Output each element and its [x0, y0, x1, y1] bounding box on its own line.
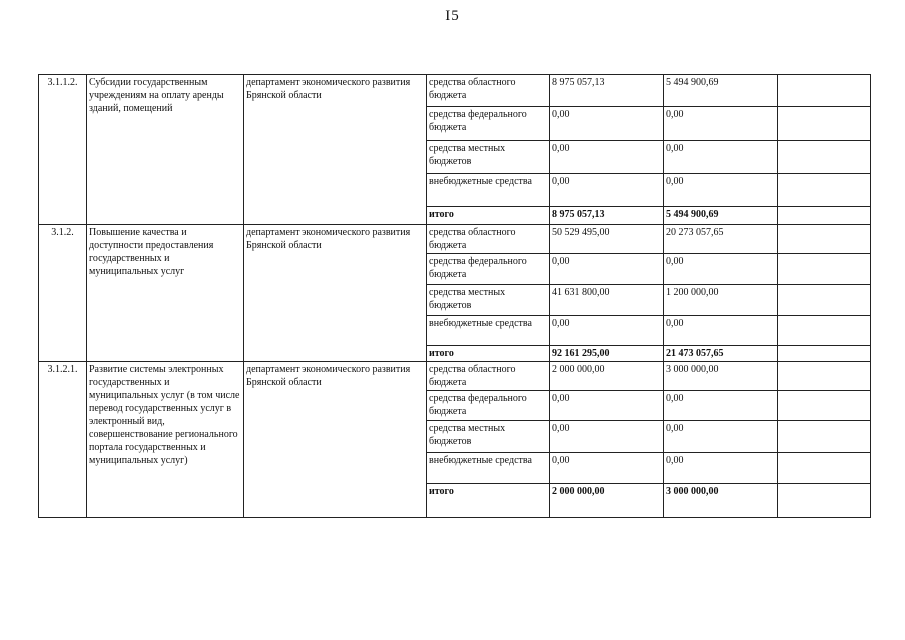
measure-name-cell: Субсидии государственным учреждениям на оплату аренды зданий, помещений — [87, 75, 244, 225]
extra-cell — [778, 391, 871, 421]
extra-cell — [778, 141, 871, 174]
amount-cell-2: 5 494 900,69 — [664, 207, 778, 225]
measure-name-cell: Повышение качества и доступности предоставления государственных и муниципальных услуг — [87, 225, 244, 362]
funding-source-cell: средства местных бюджетов — [427, 141, 550, 174]
funding-source-cell: внебюджетные средства — [427, 453, 550, 484]
extra-cell — [778, 254, 871, 285]
funding-source-cell: средства областного бюджета — [427, 75, 550, 107]
extra-cell — [778, 285, 871, 316]
funding-source-cell: средства федерального бюджета — [427, 107, 550, 141]
amount-cell-1: 50 529 495,00 — [550, 225, 664, 254]
code-cell: 3.1.1.2. — [39, 75, 87, 225]
measure-name-cell: Развитие системы электронных государственных и муниципальных услуг (в том числе перевод государственных услуг в электронный вид, совершенствование регионального портала государственных и муниципальных услуг) — [87, 362, 244, 518]
extra-cell — [778, 225, 871, 254]
amount-cell-2: 0,00 — [664, 453, 778, 484]
amount-cell-1: 8 975 057,13 — [550, 207, 664, 225]
amount-cell-2: 0,00 — [664, 141, 778, 174]
amount-cell-1: 92 161 295,00 — [550, 346, 664, 362]
executor-cell: департамент экономического развития Брянской области — [244, 225, 427, 362]
table-row — [39, 362, 871, 391]
extra-cell — [778, 75, 871, 107]
amount-cell-1: 0,00 — [550, 141, 664, 174]
amount-cell-2: 0,00 — [664, 174, 778, 207]
funding-source-cell: итого — [427, 484, 550, 518]
extra-cell — [778, 421, 871, 453]
amount-cell-1: 0,00 — [550, 174, 664, 207]
amount-cell-2: 0,00 — [664, 254, 778, 285]
page-number: I5 — [445, 8, 460, 24]
funding-source-cell: средства федерального бюджета — [427, 391, 550, 421]
table-row — [39, 75, 871, 107]
amount-cell-2: 0,00 — [664, 316, 778, 346]
funding-source-cell: внебюджетные средства — [427, 174, 550, 207]
amount-cell-1: 0,00 — [550, 391, 664, 421]
amount-cell-1: 0,00 — [550, 254, 664, 285]
amount-cell-2: 20 273 057,65 — [664, 225, 778, 254]
executor-cell: департамент экономического развития Брянской области — [244, 75, 427, 225]
funding-source-cell: средства федерального бюджета — [427, 254, 550, 285]
amount-cell-2: 3 000 000,00 — [664, 362, 778, 391]
extra-cell — [778, 453, 871, 484]
amount-cell-2: 3 000 000,00 — [664, 484, 778, 518]
funding-source-cell: средства местных бюджетов — [427, 421, 550, 453]
executor-cell: департамент экономического развития Брянской области — [244, 362, 427, 518]
amount-cell-2: 0,00 — [664, 107, 778, 141]
budget-table-body — [39, 75, 871, 518]
amount-cell-1: 0,00 — [550, 107, 664, 141]
amount-cell-1: 8 975 057,13 — [550, 75, 664, 107]
amount-cell-1: 2 000 000,00 — [550, 484, 664, 518]
funding-source-cell: средства местных бюджетов — [427, 285, 550, 316]
code-cell: 3.1.2.1. — [39, 362, 87, 518]
extra-cell — [778, 316, 871, 346]
amount-cell-1: 2 000 000,00 — [550, 362, 664, 391]
funding-source-cell: средства областного бюджета — [427, 225, 550, 254]
amount-cell-2: 0,00 — [664, 421, 778, 453]
extra-cell — [778, 107, 871, 141]
extra-cell — [778, 362, 871, 391]
amount-cell-1: 0,00 — [550, 316, 664, 346]
code-cell: 3.1.2. — [39, 225, 87, 362]
amount-cell-1: 0,00 — [550, 421, 664, 453]
amount-cell-2: 1 200 000,00 — [664, 285, 778, 316]
budget-table — [38, 74, 871, 518]
table-row — [39, 225, 871, 254]
funding-source-cell: средства областного бюджета — [427, 362, 550, 391]
amount-cell-1: 0,00 — [550, 453, 664, 484]
amount-cell-1: 41 631 800,00 — [550, 285, 664, 316]
extra-cell — [778, 207, 871, 225]
amount-cell-2: 5 494 900,69 — [664, 75, 778, 107]
extra-cell — [778, 346, 871, 362]
amount-cell-2: 21 473 057,65 — [664, 346, 778, 362]
funding-source-cell: итого — [427, 207, 550, 225]
funding-source-cell: внебюджетные средства — [427, 316, 550, 346]
amount-cell-2: 0,00 — [664, 391, 778, 421]
funding-source-cell: итого — [427, 346, 550, 362]
extra-cell — [778, 174, 871, 207]
extra-cell — [778, 484, 871, 518]
